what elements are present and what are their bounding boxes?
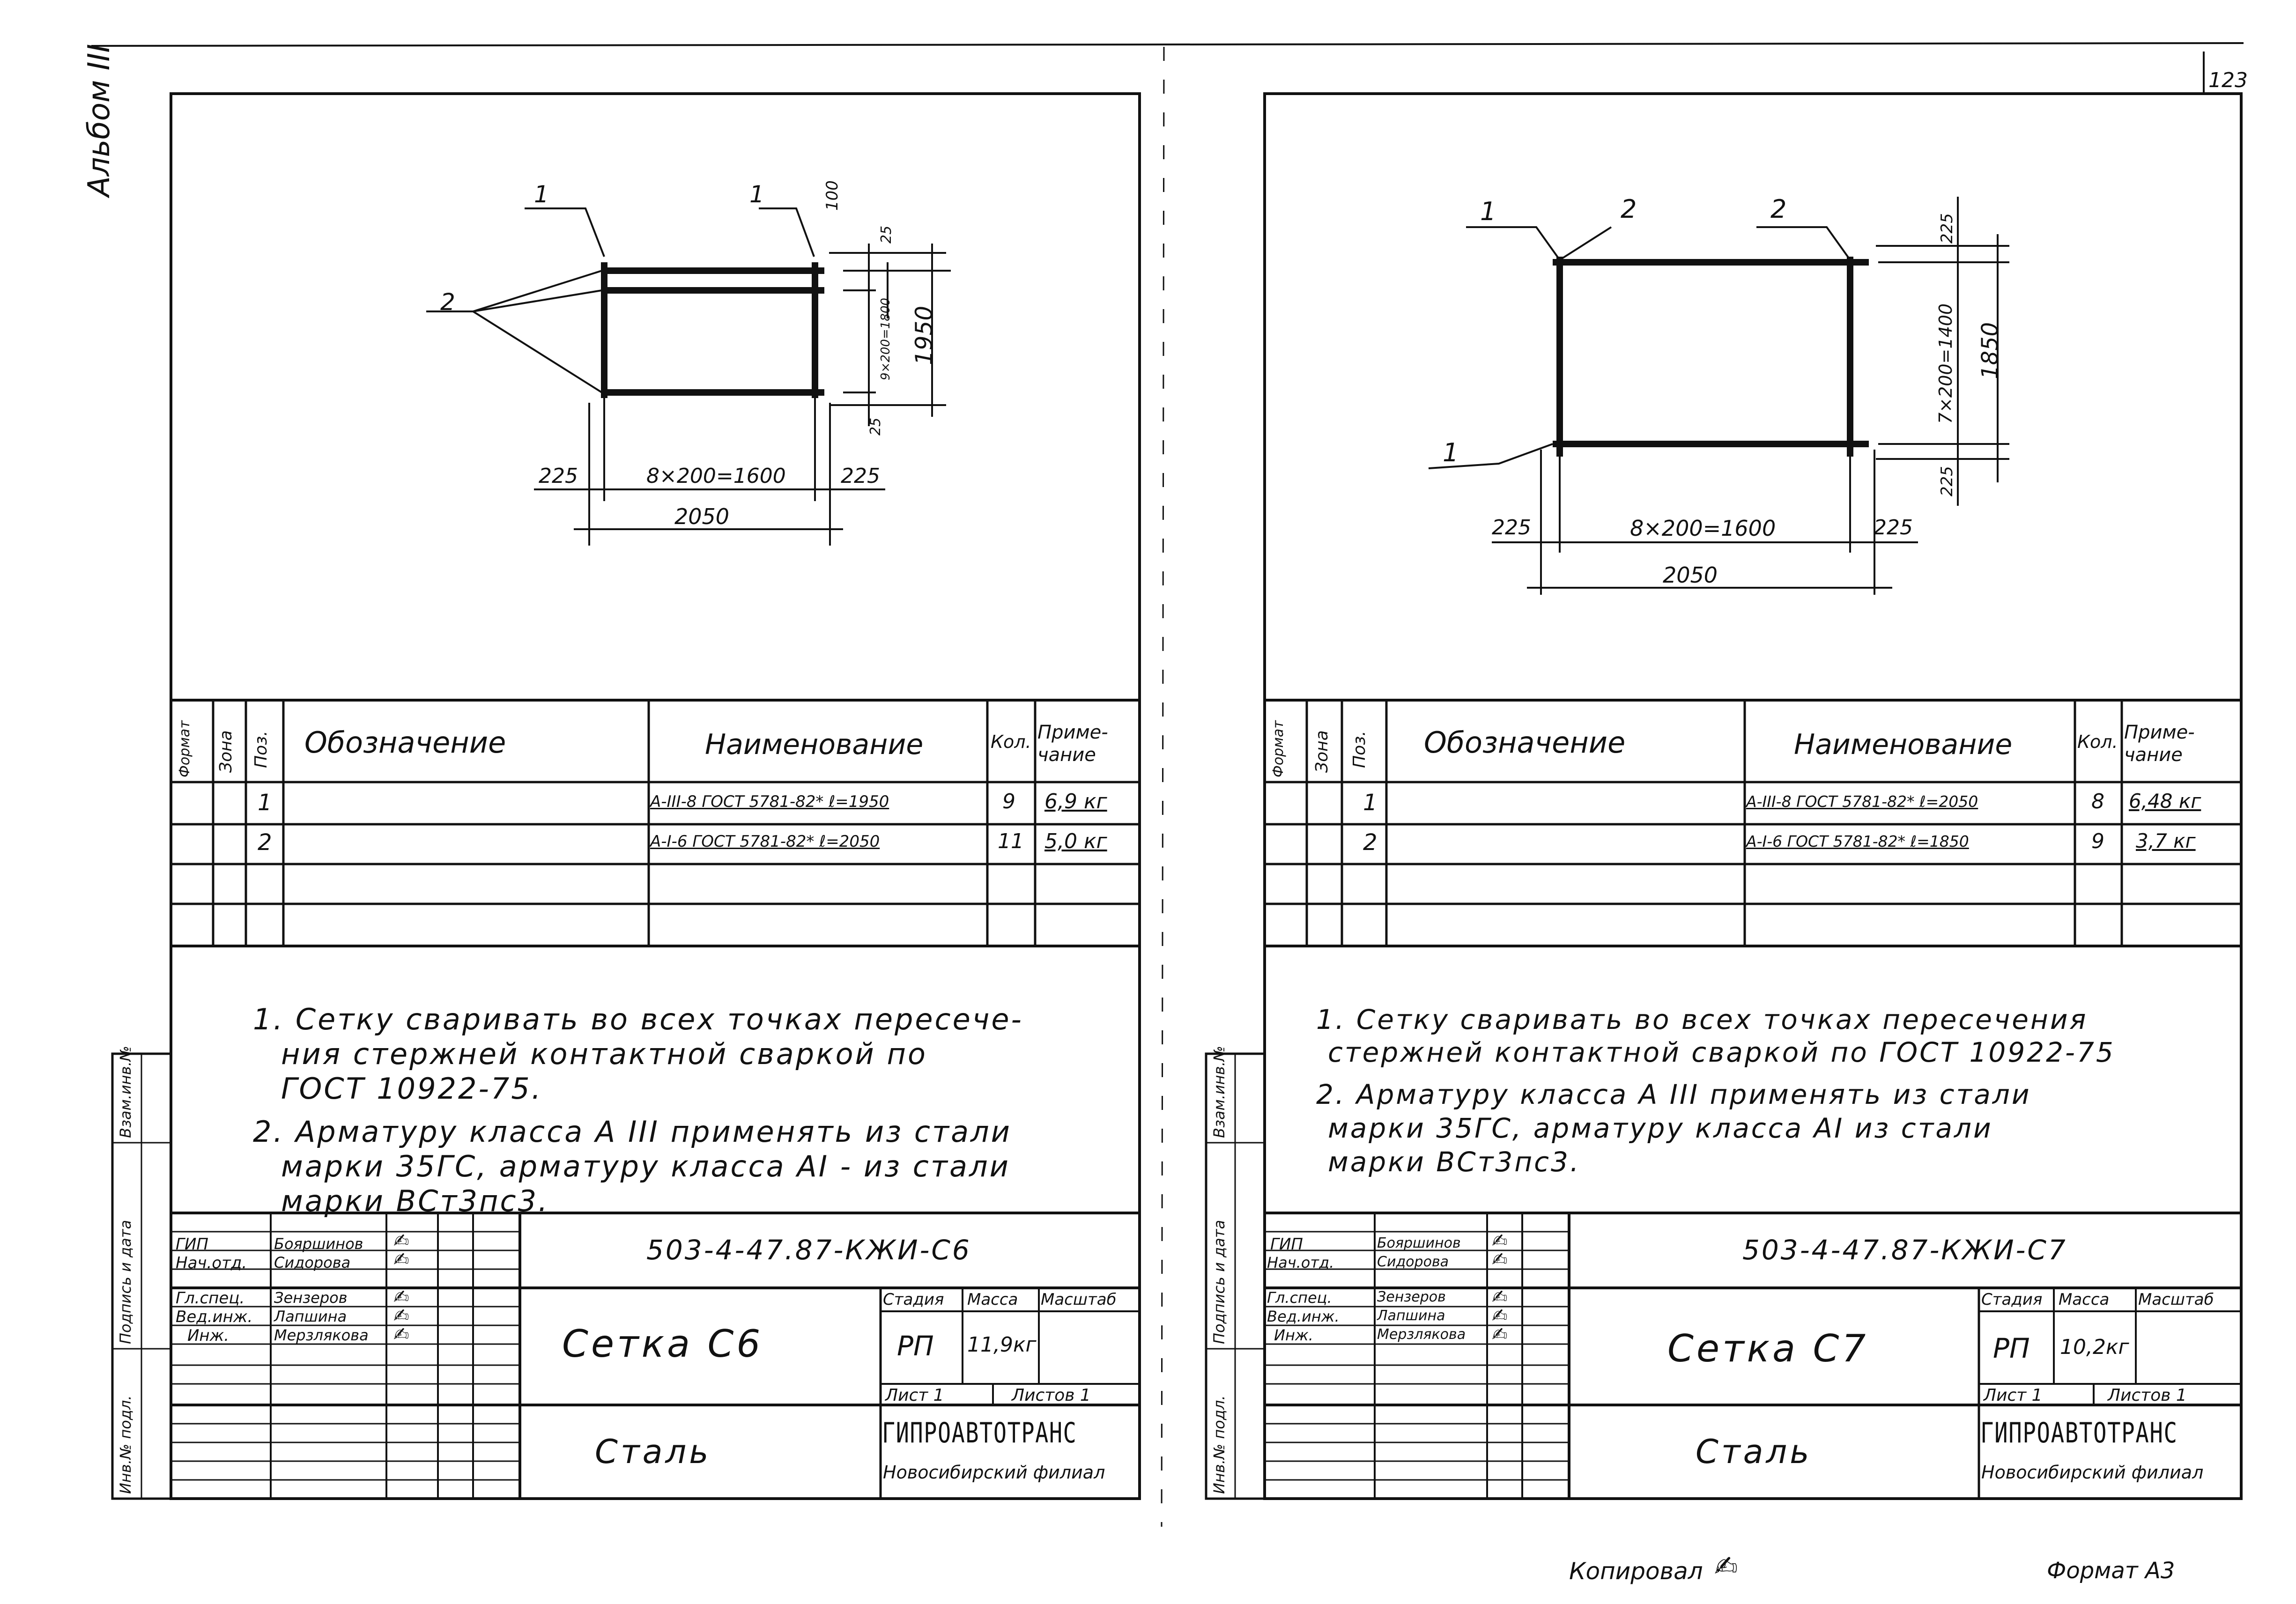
mesh-drawing-c6: [426, 208, 951, 546]
note-line: 2. Арматуру класса А III применять из стали: [253, 1115, 1012, 1149]
leader-label: 1: [749, 181, 764, 208]
dim-height-middle: 7×200=1400: [1935, 303, 1956, 424]
scale-label: Масштаб: [1041, 1290, 1117, 1309]
row-pos: 1: [258, 790, 272, 816]
role-label: ГИП: [176, 1235, 208, 1254]
side-stamp-inv-podl: Инв.№ подл.: [1210, 1395, 1228, 1494]
header-zone: Зона: [1312, 730, 1332, 773]
dim-right-edge: 225: [841, 464, 880, 488]
row-name: А-I-6 ГОСТ 5781-82* ℓ=1850: [1746, 832, 1969, 850]
dim-right-edge: 225: [1874, 516, 1913, 540]
header-format: Формат: [177, 720, 193, 777]
row-name: А-III-8 ГОСТ 5781-82* ℓ=1950: [650, 792, 889, 811]
side-stamp-vzam-inv: Взам.инв.№: [117, 1046, 134, 1138]
note-line: ГОСТ 10922-75.: [281, 1072, 543, 1106]
row-qty: 9: [2091, 829, 2104, 853]
copied-by-signature: ✍: [1714, 1550, 1738, 1583]
signature-icon: ✍: [393, 1230, 409, 1252]
row-name: А-III-8 ГОСТ 5781-82* ℓ=2050: [1746, 792, 1978, 811]
header-pos: Поз.: [1350, 731, 1369, 768]
dim-bottom-offset: 25: [867, 417, 884, 436]
dim-top-offset: 225: [1938, 213, 1956, 244]
note-line: стержней контактной сваркой по ГОСТ 10922-75: [1328, 1036, 2115, 1068]
person-name: Бояршинов: [1377, 1235, 1461, 1251]
dim-height-total: 1950: [911, 305, 938, 365]
note-line: марки ВСт3пс3.: [281, 1184, 549, 1218]
sheets-count: Листов 1: [1012, 1386, 1091, 1405]
signature-icon: ✍: [393, 1286, 409, 1308]
dim-top-gap: 100: [823, 180, 842, 211]
header-name: Наименование: [705, 728, 924, 761]
role-label: Вед.инж.: [176, 1308, 253, 1326]
dim-overall: 2050: [1663, 562, 1718, 588]
person-name: Сидорова: [274, 1254, 351, 1271]
album-label: Альбом III: [82, 44, 117, 197]
scale-label: Масштаб: [2138, 1290, 2214, 1309]
signature-icon: ✍: [1492, 1249, 1508, 1271]
role-label: Нач.отд.: [1267, 1254, 1334, 1271]
role-label: Нач.отд.: [176, 1254, 247, 1272]
dim-middle: 8×200=1600: [646, 464, 786, 488]
leader-label: 1: [534, 181, 549, 208]
mass-value: 11,9кг: [967, 1333, 1037, 1357]
stage-label: Стадия: [1981, 1290, 2043, 1309]
header-designation: Обозначение: [304, 725, 506, 760]
row-note: 5,0 кг: [1044, 829, 1107, 853]
person-name: Зензеров: [274, 1289, 348, 1307]
dim-bottom-offset: 225: [1938, 466, 1956, 496]
header-designation: Обозначение: [1424, 725, 1626, 760]
sheet-number: Лист 1: [885, 1386, 944, 1405]
person-name: Лапшина: [274, 1308, 347, 1325]
role-label: Гл.спец.: [1267, 1289, 1332, 1307]
side-stamp-podp-data: Подпись и дата: [117, 1220, 134, 1344]
note-line: 1. Сетку сваривать во всех точках пересече-: [253, 1002, 1023, 1036]
mass-value: 10,2кг: [2060, 1335, 2129, 1359]
branch-name: Новосибирский филиал: [883, 1462, 1105, 1483]
copied-by-label: Копировал: [1569, 1558, 1703, 1585]
org-name: ГИПРОАВТОТРАНС: [882, 1417, 1077, 1449]
row-name: А-I-6 ГОСТ 5781-82* ℓ=2050: [650, 832, 880, 851]
doc-code: 503-4-47.87-КЖИ-С7: [1742, 1234, 2067, 1266]
dim-overall: 2050: [674, 504, 730, 529]
person-name: Лапшина: [1377, 1308, 1445, 1324]
dim-height-total: 1850: [1977, 322, 2003, 379]
side-stamp-podp-data: Подпись и дата: [1210, 1220, 1228, 1344]
dim-top-offset: 25: [878, 225, 895, 244]
signature-icon: ✍: [393, 1305, 409, 1327]
signature-icon: ✍: [1492, 1305, 1508, 1327]
leader-label: 1: [1443, 438, 1459, 467]
dim-middle: 8×200=1600: [1630, 516, 1776, 541]
note-line: ния стержней контактной сваркой по: [281, 1037, 927, 1071]
mass-label: Масса: [967, 1290, 1018, 1309]
stage-label: Стадия: [883, 1290, 944, 1309]
sheet-number: Лист 1: [1984, 1386, 2043, 1405]
role-label: ГИП: [1270, 1235, 1303, 1254]
person-name: Мерзлякова: [274, 1326, 369, 1344]
signature-icon: ✍: [393, 1324, 409, 1345]
side-stamp-inv-podl: Инв.№ подл.: [117, 1395, 134, 1494]
signature-icon: ✍: [393, 1249, 409, 1271]
mass-label: Масса: [2059, 1290, 2110, 1309]
row-pos: 2: [1363, 829, 1378, 856]
role-label: Инж.: [1274, 1326, 1313, 1344]
org-name: ГИПРОАВТОТРАНС: [1980, 1417, 2178, 1449]
row-pos: 1: [1363, 790, 1378, 816]
person-name: Бояршинов: [274, 1235, 363, 1253]
sheets-count: Листов 1: [2108, 1386, 2187, 1405]
sheet-top-edge: [91, 43, 2244, 46]
role-label: Вед.инж.: [1267, 1308, 1340, 1325]
stage-value: РП: [897, 1330, 934, 1362]
header-zone: Зона: [216, 730, 236, 773]
person-name: Зензеров: [1377, 1289, 1446, 1305]
note-line: марки 35ГС, арматуру класса АI из стали: [1328, 1112, 1993, 1144]
dim-left-edge: 225: [539, 464, 578, 488]
signature-icon: ✍: [1492, 1230, 1508, 1252]
side-stamp-vzam-inv: Взам.инв.№: [1210, 1046, 1228, 1138]
note-line: марки 35ГС, арматуру класса АI - из стали: [281, 1149, 1010, 1183]
signature-icon: ✍: [1492, 1324, 1508, 1345]
doc-code: 503-4-47.87-КЖИ-С6: [646, 1234, 971, 1266]
cut-line: [1162, 47, 1164, 1527]
dim-height-middle: 9×200=1800: [879, 298, 893, 380]
row-note: 3,7 кг: [2136, 829, 2196, 852]
page-number: 123: [2208, 68, 2248, 92]
leader-label: 1: [1480, 197, 1496, 226]
note-line: марки ВСт3пс3.: [1328, 1146, 1581, 1178]
row-note: 6,9 кг: [1044, 790, 1107, 813]
row-note: 6,48 кг: [2129, 790, 2201, 813]
stage-value: РП: [1993, 1332, 2030, 1364]
role-label: Гл.спец.: [176, 1289, 245, 1308]
leader-label: 2: [440, 288, 455, 316]
note-line: 2. Арматуру класса А III применять из стали: [1316, 1079, 2031, 1110]
header-name: Наименование: [1794, 728, 2013, 761]
material: Сталь: [595, 1433, 711, 1471]
header-pos: Поз.: [252, 731, 271, 768]
material: Сталь: [1696, 1433, 1812, 1471]
row-qty: 8: [2091, 790, 2104, 813]
leader-label: 2: [1770, 194, 1787, 224]
header-qty: Кол.: [2077, 732, 2118, 752]
row-pos: 2: [258, 829, 272, 856]
header-format: Формат: [1270, 720, 1287, 777]
format-label: Формат А3: [2047, 1558, 2175, 1584]
role-label: Инж.: [187, 1326, 230, 1345]
branch-name: Новосибирский филиал: [1981, 1462, 2204, 1483]
leader-label: 2: [1621, 194, 1637, 224]
dim-left-edge: 225: [1492, 516, 1531, 540]
header-note: Приме-чание: [2124, 722, 2195, 766]
header-note: Приме-чание: [1037, 722, 1108, 766]
note-line: 1. Сетку сваривать во всех точках пересечения: [1316, 1004, 2088, 1035]
person-name: Сидорова: [1377, 1254, 1449, 1270]
signature-icon: ✍: [1492, 1286, 1508, 1308]
header-qty: Кол.: [991, 732, 1031, 752]
sheet-title: Сетка С7: [1667, 1327, 1869, 1370]
row-qty: 9: [1002, 790, 1015, 813]
row-qty: 11: [998, 829, 1024, 853]
sheet-title: Сетка С6: [562, 1322, 763, 1366]
person-name: Мерзлякова: [1377, 1326, 1466, 1343]
